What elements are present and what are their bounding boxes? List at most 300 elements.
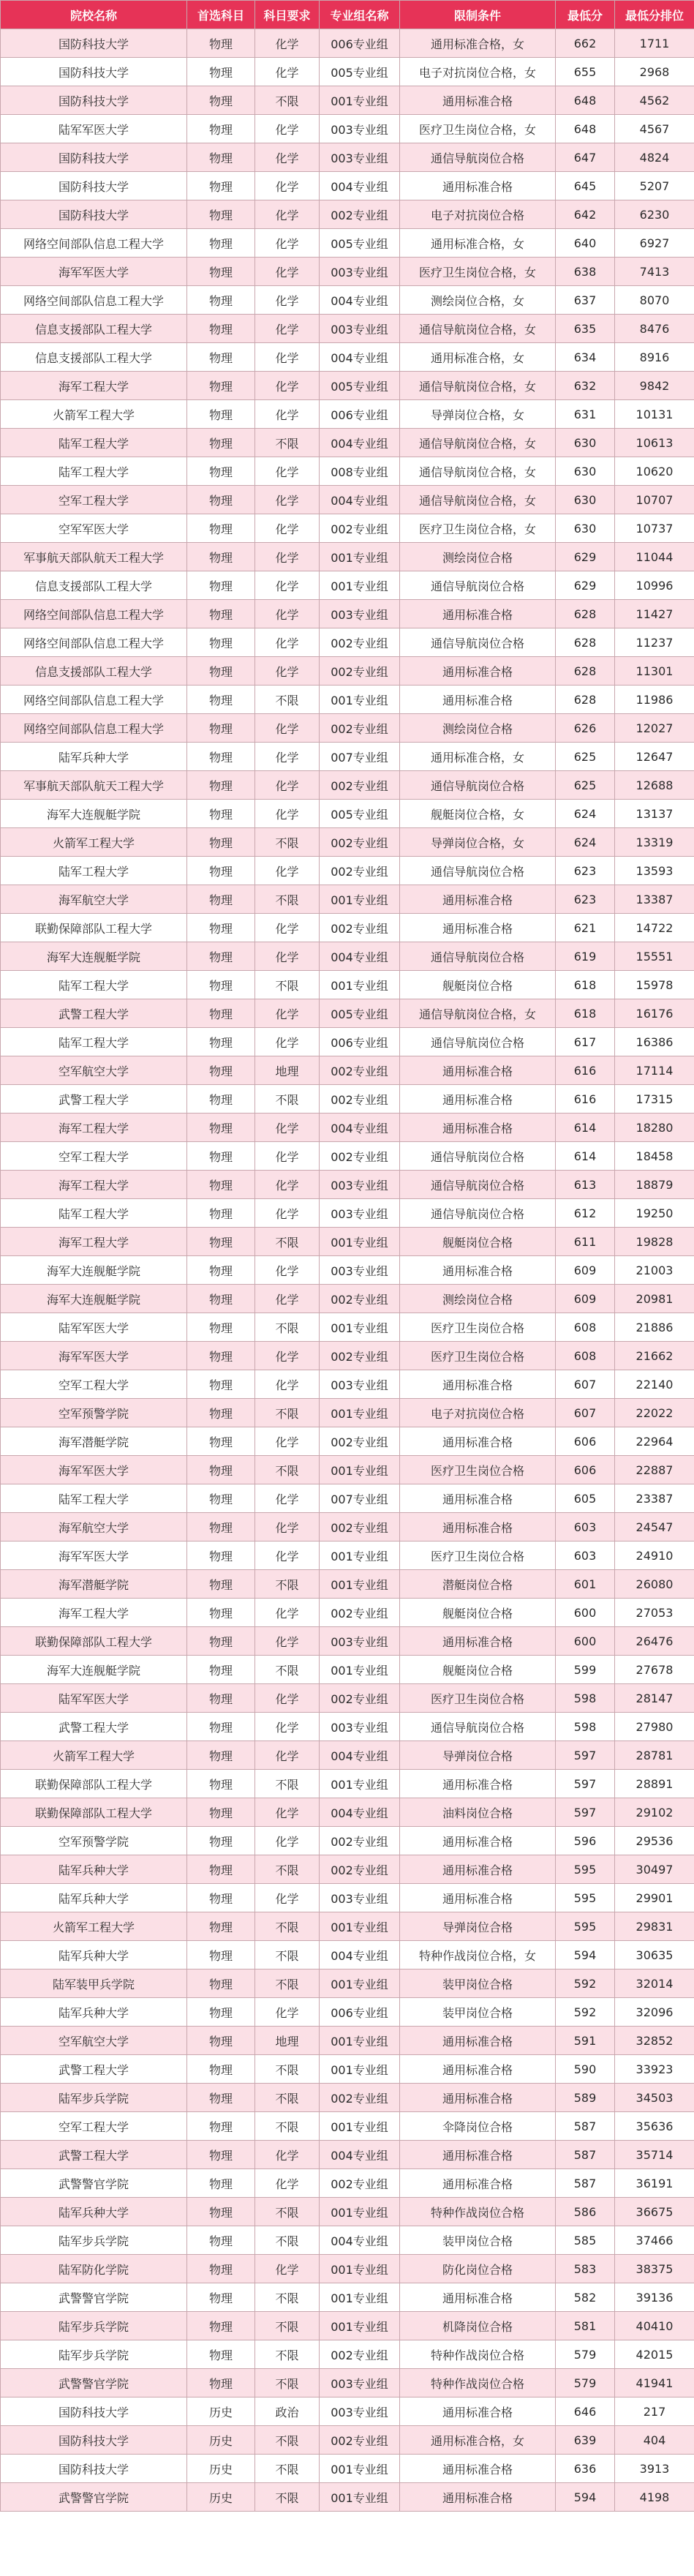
cell-min-score: 612 bbox=[556, 1199, 615, 1228]
column-header-first-subject: 首选科目 bbox=[187, 1, 255, 29]
table-row bbox=[1, 1684, 694, 1713]
cell-min-rank: 22140 bbox=[615, 1370, 694, 1399]
cell-min-rank: 29901 bbox=[615, 1884, 694, 1912]
cell-min-score: 617 bbox=[556, 1028, 615, 1056]
cell-min-rank: 4562 bbox=[615, 86, 694, 115]
table-row bbox=[1, 1028, 694, 1056]
cell-first-subject: 物理 bbox=[187, 1028, 255, 1056]
table-row bbox=[1, 2312, 694, 2340]
cell-subject-requirement: 化学 bbox=[255, 714, 320, 743]
cell-school: 空军工程大学 bbox=[1, 2112, 187, 2141]
cell-major-group: 004专业组 bbox=[320, 1114, 400, 1142]
cell-min-rank: 10131 bbox=[615, 400, 694, 429]
cell-school: 陆军防化学院 bbox=[1, 2255, 187, 2283]
cell-restriction: 通用标准合格，女 bbox=[400, 2426, 556, 2455]
cell-min-score: 623 bbox=[556, 885, 615, 914]
cell-subject-requirement: 不限 bbox=[255, 429, 320, 457]
cell-min-rank: 36191 bbox=[615, 2169, 694, 2198]
cell-major-group: 003专业组 bbox=[320, 2397, 400, 2426]
cell-major-group: 002专业组 bbox=[320, 2340, 400, 2369]
cell-restriction: 通用标准合格 bbox=[400, 914, 556, 942]
cell-min-rank: 11044 bbox=[615, 543, 694, 571]
cell-school: 空军工程大学 bbox=[1, 1370, 187, 1399]
cell-restriction: 通信导航岗位合格，女 bbox=[400, 429, 556, 457]
cell-restriction: 通用标准合格 bbox=[400, 1085, 556, 1114]
cell-major-group: 002专业组 bbox=[320, 657, 400, 686]
cell-min-rank: 13593 bbox=[615, 857, 694, 885]
cell-school: 空军航空大学 bbox=[1, 2027, 187, 2055]
cell-first-subject: 物理 bbox=[187, 258, 255, 286]
cell-min-score: 579 bbox=[556, 2340, 615, 2369]
cell-subject-requirement: 化学 bbox=[255, 857, 320, 885]
cell-subject-requirement: 不限 bbox=[255, 1570, 320, 1599]
cell-restriction: 通用标准合格 bbox=[400, 1513, 556, 1542]
cell-school: 联勤保障部队工程大学 bbox=[1, 1798, 187, 1827]
cell-min-score: 597 bbox=[556, 1770, 615, 1798]
cell-major-group: 001专业组 bbox=[320, 1456, 400, 1484]
cell-min-score: 608 bbox=[556, 1313, 615, 1342]
cell-min-score: 625 bbox=[556, 743, 615, 771]
cell-min-rank: 32096 bbox=[615, 1998, 694, 2027]
cell-major-group: 002专业组 bbox=[320, 771, 400, 800]
table-row bbox=[1, 1855, 694, 1884]
cell-min-score: 587 bbox=[556, 2141, 615, 2169]
table-row bbox=[1, 657, 694, 686]
cell-min-score: 601 bbox=[556, 1570, 615, 1599]
cell-subject-requirement: 不限 bbox=[255, 1770, 320, 1798]
cell-min-rank: 15978 bbox=[615, 971, 694, 999]
table-row bbox=[1, 258, 694, 286]
cell-major-group: 003专业组 bbox=[320, 115, 400, 143]
cell-subject-requirement: 不限 bbox=[255, 828, 320, 857]
cell-major-group: 002专业组 bbox=[320, 1427, 400, 1456]
cell-min-score: 598 bbox=[556, 1713, 615, 1741]
cell-major-group: 003专业组 bbox=[320, 1171, 400, 1199]
cell-school: 武警工程大学 bbox=[1, 999, 187, 1028]
table-row bbox=[1, 2255, 694, 2283]
cell-school: 信息支援部队工程大学 bbox=[1, 657, 187, 686]
cell-first-subject: 物理 bbox=[187, 200, 255, 229]
cell-min-rank: 7413 bbox=[615, 258, 694, 286]
cell-major-group: 002专业组 bbox=[320, 2084, 400, 2112]
cell-min-score: 646 bbox=[556, 2397, 615, 2426]
cell-restriction: 装甲岗位合格 bbox=[400, 1998, 556, 2027]
cell-min-score: 582 bbox=[556, 2283, 615, 2312]
cell-first-subject: 物理 bbox=[187, 1713, 255, 1741]
cell-first-subject: 物理 bbox=[187, 400, 255, 429]
cell-restriction: 通用标准合格 bbox=[400, 600, 556, 628]
cell-min-rank: 10707 bbox=[615, 486, 694, 514]
cell-min-score: 636 bbox=[556, 2455, 615, 2483]
cell-restriction: 油料岗位合格 bbox=[400, 1798, 556, 1827]
cell-restriction: 通用标准合格 bbox=[400, 2027, 556, 2055]
cell-subject-requirement: 化学 bbox=[255, 1028, 320, 1056]
cell-min-rank: 41941 bbox=[615, 2369, 694, 2397]
cell-min-rank: 28891 bbox=[615, 1770, 694, 1798]
cell-school: 武警警官学院 bbox=[1, 2283, 187, 2312]
cell-subject-requirement: 不限 bbox=[255, 2283, 320, 2312]
table-row bbox=[1, 1399, 694, 1427]
cell-min-score: 611 bbox=[556, 1228, 615, 1256]
table-row bbox=[1, 1627, 694, 1656]
cell-restriction: 通用标准合格 bbox=[400, 2141, 556, 2169]
cell-major-group: 003专业组 bbox=[320, 1713, 400, 1741]
cell-min-score: 629 bbox=[556, 543, 615, 571]
cell-restriction: 测绘岗位合格 bbox=[400, 1285, 556, 1313]
table-row bbox=[1, 1599, 694, 1627]
cell-min-rank: 22887 bbox=[615, 1456, 694, 1484]
cell-restriction: 通信导航岗位合格，女 bbox=[400, 315, 556, 343]
column-header-restriction: 限制条件 bbox=[400, 1, 556, 29]
cell-subject-requirement: 化学 bbox=[255, 229, 320, 258]
cell-major-group: 001专业组 bbox=[320, 1969, 400, 1998]
cell-first-subject: 物理 bbox=[187, 1285, 255, 1313]
cell-min-score: 662 bbox=[556, 29, 615, 58]
cell-subject-requirement: 不限 bbox=[255, 2369, 320, 2397]
cell-school: 海军军医大学 bbox=[1, 1456, 187, 1484]
cell-first-subject: 物理 bbox=[187, 1427, 255, 1456]
cell-subject-requirement: 不限 bbox=[255, 1941, 320, 1969]
cell-restriction: 通用标准合格 bbox=[400, 2483, 556, 2512]
cell-subject-requirement: 化学 bbox=[255, 1798, 320, 1827]
cell-restriction: 舰艇岗位合格 bbox=[400, 1656, 556, 1684]
cell-first-subject: 物理 bbox=[187, 172, 255, 200]
table-row bbox=[1, 999, 694, 1028]
cell-min-rank: 404 bbox=[615, 2426, 694, 2455]
cell-min-score: 614 bbox=[556, 1114, 615, 1142]
cell-min-rank: 4824 bbox=[615, 143, 694, 172]
cell-subject-requirement: 化学 bbox=[255, 258, 320, 286]
table-row bbox=[1, 1056, 694, 1085]
cell-subject-requirement: 地理 bbox=[255, 1056, 320, 1085]
table-row bbox=[1, 1542, 694, 1570]
cell-min-score: 648 bbox=[556, 86, 615, 115]
cell-min-score: 609 bbox=[556, 1285, 615, 1313]
cell-min-score: 598 bbox=[556, 1684, 615, 1713]
cell-school: 海军军医大学 bbox=[1, 258, 187, 286]
cell-min-score: 606 bbox=[556, 1456, 615, 1484]
cell-first-subject: 物理 bbox=[187, 229, 255, 258]
table-row bbox=[1, 2198, 694, 2226]
cell-school: 陆军军医大学 bbox=[1, 115, 187, 143]
table-row bbox=[1, 2455, 694, 2483]
cell-subject-requirement: 化学 bbox=[255, 2255, 320, 2283]
cell-first-subject: 物理 bbox=[187, 86, 255, 115]
table-row bbox=[1, 172, 694, 200]
cell-first-subject: 物理 bbox=[187, 1599, 255, 1627]
cell-subject-requirement: 化学 bbox=[255, 571, 320, 600]
cell-major-group: 001专业组 bbox=[320, 2255, 400, 2283]
cell-min-score: 585 bbox=[556, 2226, 615, 2255]
cell-min-rank: 18280 bbox=[615, 1114, 694, 1142]
cell-min-rank: 13387 bbox=[615, 885, 694, 914]
cell-first-subject: 物理 bbox=[187, 1741, 255, 1770]
cell-restriction: 通用标准合格 bbox=[400, 2455, 556, 2483]
cell-min-score: 629 bbox=[556, 571, 615, 600]
table-row bbox=[1, 2426, 694, 2455]
table-row bbox=[1, 200, 694, 229]
cell-min-rank: 29536 bbox=[615, 1827, 694, 1855]
cell-major-group: 003专业组 bbox=[320, 600, 400, 628]
cell-major-group: 002专业组 bbox=[320, 514, 400, 543]
cell-subject-requirement: 化学 bbox=[255, 1741, 320, 1770]
cell-min-rank: 16386 bbox=[615, 1028, 694, 1056]
cell-restriction: 特种作战岗位合格，女 bbox=[400, 1941, 556, 1969]
table-row bbox=[1, 1713, 694, 1741]
cell-restriction: 通信导航岗位合格 bbox=[400, 1199, 556, 1228]
cell-major-group: 002专业组 bbox=[320, 1085, 400, 1114]
cell-first-subject: 物理 bbox=[187, 1456, 255, 1484]
cell-school: 海军航空大学 bbox=[1, 885, 187, 914]
cell-school: 陆军兵种大学 bbox=[1, 2198, 187, 2226]
cell-restriction: 通信导航岗位合格 bbox=[400, 1142, 556, 1171]
cell-subject-requirement: 化学 bbox=[255, 286, 320, 315]
cell-min-score: 616 bbox=[556, 1085, 615, 1114]
cell-first-subject: 物理 bbox=[187, 2226, 255, 2255]
cell-major-group: 004专业组 bbox=[320, 172, 400, 200]
column-header-major-group: 专业组名称 bbox=[320, 1, 400, 29]
cell-min-score: 594 bbox=[556, 2483, 615, 2512]
cell-min-score: 630 bbox=[556, 429, 615, 457]
cell-first-subject: 物理 bbox=[187, 1513, 255, 1542]
cell-first-subject: 物理 bbox=[187, 2169, 255, 2198]
cell-school: 武警工程大学 bbox=[1, 2055, 187, 2084]
table-row bbox=[1, 1199, 694, 1228]
cell-min-rank: 6927 bbox=[615, 229, 694, 258]
cell-subject-requirement: 化学 bbox=[255, 29, 320, 58]
cell-subject-requirement: 不限 bbox=[255, 686, 320, 714]
cell-subject-requirement: 化学 bbox=[255, 1171, 320, 1199]
cell-restriction: 通用标准合格 bbox=[400, 1827, 556, 1855]
cell-min-score: 616 bbox=[556, 1056, 615, 1085]
cell-restriction: 通信导航岗位合格，女 bbox=[400, 457, 556, 486]
cell-major-group: 001专业组 bbox=[320, 1570, 400, 1599]
cell-min-rank: 9842 bbox=[615, 372, 694, 400]
cell-min-score: 600 bbox=[556, 1627, 615, 1656]
cell-major-group: 004专业组 bbox=[320, 2141, 400, 2169]
cell-min-score: 592 bbox=[556, 1998, 615, 2027]
cell-school: 空军预警学院 bbox=[1, 1827, 187, 1855]
cell-first-subject: 物理 bbox=[187, 1656, 255, 1684]
cell-restriction: 通用标准合格 bbox=[400, 1855, 556, 1884]
cell-min-score: 603 bbox=[556, 1513, 615, 1542]
cell-major-group: 001专业组 bbox=[320, 1912, 400, 1941]
table-row bbox=[1, 2169, 694, 2198]
cell-min-score: 594 bbox=[556, 1941, 615, 1969]
cell-min-rank: 19828 bbox=[615, 1228, 694, 1256]
cell-min-score: 597 bbox=[556, 1798, 615, 1827]
cell-subject-requirement: 化学 bbox=[255, 58, 320, 86]
cell-subject-requirement: 化学 bbox=[255, 343, 320, 372]
cell-subject-requirement: 不限 bbox=[255, 2312, 320, 2340]
cell-school: 海军军医大学 bbox=[1, 1342, 187, 1370]
cell-min-rank: 1711 bbox=[615, 29, 694, 58]
cell-min-rank: 16176 bbox=[615, 999, 694, 1028]
table-row bbox=[1, 2112, 694, 2141]
cell-major-group: 002专业组 bbox=[320, 714, 400, 743]
cell-major-group: 004专业组 bbox=[320, 486, 400, 514]
cell-major-group: 004专业组 bbox=[320, 429, 400, 457]
cell-major-group: 003专业组 bbox=[320, 143, 400, 172]
table-row bbox=[1, 229, 694, 258]
cell-min-rank: 11301 bbox=[615, 657, 694, 686]
cell-school: 火箭军工程大学 bbox=[1, 1741, 187, 1770]
table-row bbox=[1, 1171, 694, 1199]
cell-restriction: 通用标准合格 bbox=[400, 2283, 556, 2312]
cell-major-group: 002专业组 bbox=[320, 857, 400, 885]
cell-first-subject: 物理 bbox=[187, 2312, 255, 2340]
table-row bbox=[1, 1484, 694, 1513]
cell-first-subject: 物理 bbox=[187, 1855, 255, 1884]
cell-major-group: 005专业组 bbox=[320, 58, 400, 86]
cell-first-subject: 物理 bbox=[187, 1199, 255, 1228]
cell-min-rank: 19250 bbox=[615, 1199, 694, 1228]
cell-min-rank: 28147 bbox=[615, 1684, 694, 1713]
cell-subject-requirement: 化学 bbox=[255, 1684, 320, 1713]
cell-first-subject: 物理 bbox=[187, 1627, 255, 1656]
cell-min-rank: 13319 bbox=[615, 828, 694, 857]
cell-first-subject: 物理 bbox=[187, 1827, 255, 1855]
cell-first-subject: 物理 bbox=[187, 914, 255, 942]
cell-school: 信息支援部队工程大学 bbox=[1, 315, 187, 343]
cell-major-group: 007专业组 bbox=[320, 1484, 400, 1513]
cell-first-subject: 物理 bbox=[187, 1969, 255, 1998]
cell-min-rank: 8916 bbox=[615, 343, 694, 372]
cell-min-score: 583 bbox=[556, 2255, 615, 2283]
cell-restriction: 通用标准合格 bbox=[400, 2084, 556, 2112]
cell-subject-requirement: 化学 bbox=[255, 914, 320, 942]
cell-restriction: 导弹岗位合格 bbox=[400, 1912, 556, 1941]
cell-school: 国防科技大学 bbox=[1, 58, 187, 86]
cell-restriction: 伞降岗位合格 bbox=[400, 2112, 556, 2141]
cell-min-rank: 11427 bbox=[615, 600, 694, 628]
cell-major-group: 001专业组 bbox=[320, 971, 400, 999]
cell-school: 武警工程大学 bbox=[1, 1085, 187, 1114]
cell-restriction: 舰艇岗位合格 bbox=[400, 1599, 556, 1627]
table-row bbox=[1, 457, 694, 486]
cell-school: 火箭军工程大学 bbox=[1, 400, 187, 429]
cell-restriction: 通信导航岗位合格，女 bbox=[400, 486, 556, 514]
cell-school: 陆军兵种大学 bbox=[1, 743, 187, 771]
table-row bbox=[1, 1570, 694, 1599]
cell-major-group: 004专业组 bbox=[320, 942, 400, 971]
cell-subject-requirement: 化学 bbox=[255, 514, 320, 543]
cell-first-subject: 物理 bbox=[187, 771, 255, 800]
header-row bbox=[1, 1, 694, 29]
cell-subject-requirement: 不限 bbox=[255, 2226, 320, 2255]
cell-restriction: 潜艇岗位合格 bbox=[400, 1570, 556, 1599]
cell-min-rank: 29102 bbox=[615, 1798, 694, 1827]
cell-min-score: 640 bbox=[556, 229, 615, 258]
cell-first-subject: 物理 bbox=[187, 2112, 255, 2141]
cell-school: 武警工程大学 bbox=[1, 2141, 187, 2169]
cell-major-group: 003专业组 bbox=[320, 1884, 400, 1912]
cell-restriction: 医疗卫生岗位合格，女 bbox=[400, 258, 556, 286]
cell-first-subject: 物理 bbox=[187, 429, 255, 457]
cell-min-rank: 32852 bbox=[615, 2027, 694, 2055]
table-row bbox=[1, 1456, 694, 1484]
cell-min-rank: 38375 bbox=[615, 2255, 694, 2283]
cell-min-score: 591 bbox=[556, 2027, 615, 2055]
cell-first-subject: 物理 bbox=[187, 2141, 255, 2169]
cell-min-score: 628 bbox=[556, 628, 615, 657]
cell-restriction: 防化岗位合格 bbox=[400, 2255, 556, 2283]
column-header-school: 院校名称 bbox=[1, 1, 187, 29]
cell-school: 海军航空大学 bbox=[1, 1513, 187, 1542]
cell-min-score: 608 bbox=[556, 1342, 615, 1370]
cell-subject-requirement: 化学 bbox=[255, 1513, 320, 1542]
cell-restriction: 医疗卫生岗位合格，女 bbox=[400, 115, 556, 143]
cell-min-score: 638 bbox=[556, 258, 615, 286]
cell-subject-requirement: 化学 bbox=[255, 115, 320, 143]
cell-school: 武警工程大学 bbox=[1, 1713, 187, 1741]
cell-subject-requirement: 化学 bbox=[255, 1713, 320, 1741]
cell-major-group: 007专业组 bbox=[320, 743, 400, 771]
cell-min-score: 597 bbox=[556, 1741, 615, 1770]
cell-school: 陆军装甲兵学院 bbox=[1, 1969, 187, 1998]
table-body bbox=[1, 29, 694, 2512]
cell-first-subject: 物理 bbox=[187, 1085, 255, 1114]
cell-major-group: 005专业组 bbox=[320, 800, 400, 828]
cell-restriction: 电子对抗岗位合格 bbox=[400, 200, 556, 229]
cell-major-group: 002专业组 bbox=[320, 1599, 400, 1627]
cell-min-rank: 33923 bbox=[615, 2055, 694, 2084]
cell-subject-requirement: 化学 bbox=[255, 1199, 320, 1228]
table-row bbox=[1, 828, 694, 857]
cell-restriction: 装甲岗位合格 bbox=[400, 2226, 556, 2255]
cell-min-rank: 217 bbox=[615, 2397, 694, 2426]
cell-subject-requirement: 化学 bbox=[255, 942, 320, 971]
cell-major-group: 003专业组 bbox=[320, 2369, 400, 2397]
cell-subject-requirement: 化学 bbox=[255, 600, 320, 628]
cell-subject-requirement: 不限 bbox=[255, 971, 320, 999]
cell-school: 军事航天部队航天工程大学 bbox=[1, 543, 187, 571]
table-row bbox=[1, 1342, 694, 1370]
cell-min-score: 618 bbox=[556, 999, 615, 1028]
table-row bbox=[1, 1370, 694, 1399]
cell-restriction: 通用标准合格 bbox=[400, 1484, 556, 1513]
cell-first-subject: 物理 bbox=[187, 514, 255, 543]
cell-first-subject: 物理 bbox=[187, 1370, 255, 1399]
cell-school: 海军工程大学 bbox=[1, 1599, 187, 1627]
cell-subject-requirement: 化学 bbox=[255, 628, 320, 657]
cell-min-rank: 18879 bbox=[615, 1171, 694, 1199]
cell-subject-requirement: 化学 bbox=[255, 143, 320, 172]
cell-subject-requirement: 不限 bbox=[255, 1313, 320, 1342]
cell-subject-requirement: 化学 bbox=[255, 200, 320, 229]
cell-min-rank: 26476 bbox=[615, 1627, 694, 1656]
cell-min-rank: 29831 bbox=[615, 1912, 694, 1941]
cell-min-score: 621 bbox=[556, 914, 615, 942]
cell-subject-requirement: 不限 bbox=[255, 1399, 320, 1427]
column-header-min-rank: 最低分排位 bbox=[615, 1, 694, 29]
cell-school: 陆军兵种大学 bbox=[1, 1855, 187, 1884]
cell-school: 海军潜艇学院 bbox=[1, 1570, 187, 1599]
table-row bbox=[1, 514, 694, 543]
cell-min-score: 595 bbox=[556, 1884, 615, 1912]
cell-first-subject: 物理 bbox=[187, 714, 255, 743]
table-row bbox=[1, 1770, 694, 1798]
cell-major-group: 005专业组 bbox=[320, 372, 400, 400]
cell-min-rank: 3913 bbox=[615, 2455, 694, 2483]
cell-school: 国防科技大学 bbox=[1, 2455, 187, 2483]
column-header-subject-requirement: 科目要求 bbox=[255, 1, 320, 29]
table-row bbox=[1, 29, 694, 58]
cell-first-subject: 物理 bbox=[187, 457, 255, 486]
cell-subject-requirement: 化学 bbox=[255, 543, 320, 571]
cell-min-rank: 42015 bbox=[615, 2340, 694, 2369]
cell-major-group: 002专业组 bbox=[320, 628, 400, 657]
